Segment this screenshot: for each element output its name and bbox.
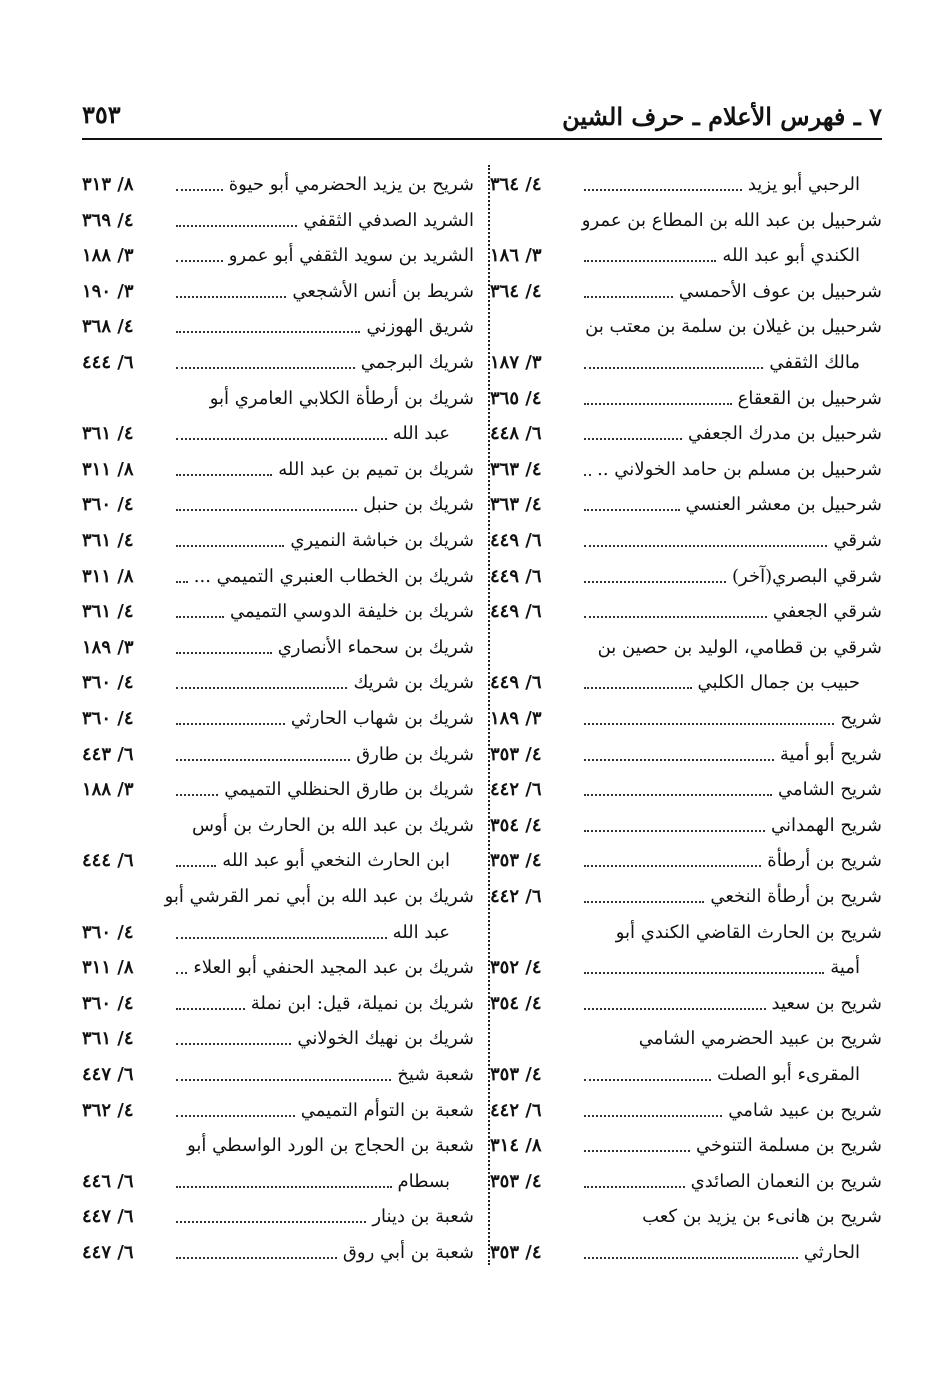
index-entry	[82, 1131, 480, 1161]
entry-name: شريك بن طارق	[356, 743, 474, 765]
index-entry	[488, 1167, 886, 1197]
index-entry	[488, 704, 886, 734]
entry-name: شريح بن يزيد الحضرمي أبو حيوة	[228, 174, 474, 195]
leader-dots	[176, 258, 223, 262]
entry-name: شريق الهوزني	[366, 316, 474, 338]
entry-name: شريك بن عبد المجيد الحنفي أبو العلاء	[193, 957, 474, 979]
leader-dots	[584, 863, 761, 867]
index-entry	[82, 633, 480, 663]
leader-dots	[584, 543, 827, 547]
index-entry	[488, 1202, 886, 1232]
leader-dots	[176, 757, 350, 761]
index-entry	[82, 1096, 480, 1126]
entry-reference: ٤/ ٣٦٣	[490, 494, 542, 516]
entry-name: شريك بن خليفة الدوسي التميمي	[230, 601, 474, 623]
entry-name: عبد الله	[392, 921, 450, 943]
entry-name: شريح	[840, 708, 882, 729]
index-entry	[488, 170, 886, 200]
entry-name: شريك بن نميلة، قيل: ابن نملة	[250, 992, 474, 1014]
entry-name: شريك بن تميم بن عبد الله	[278, 458, 474, 480]
index-entry	[488, 312, 886, 342]
index-entry	[488, 775, 886, 805]
index-entry	[488, 384, 886, 414]
entry-reference: ٦/ ٤٤٩	[490, 530, 542, 551]
entry-name: شرحبيل بن مسلم بن حامد الخولاني ..	[597, 458, 882, 480]
entry-reference: ٤/ ٣٦١	[82, 530, 134, 551]
entry-reference: ٤/ ٣٥٣	[490, 743, 542, 765]
index-column-right	[488, 170, 886, 1270]
index-entry	[488, 811, 886, 841]
entry-name: شرحبيل بن غيلان بن سلمة بن معتب بن	[585, 316, 882, 338]
leader-dots	[584, 685, 692, 689]
entry-reference: ٦/ ٤٤٨	[490, 423, 542, 445]
entry-reference: ٣/ ١٨٩	[490, 708, 542, 729]
index-entry	[82, 526, 480, 556]
entry-name: شريح بن مسلمة التنوخي	[695, 1135, 882, 1157]
index-entry	[488, 490, 886, 520]
entry-reference: ٣/ ١٨٧	[490, 352, 542, 373]
entry-name: شعبة بن التوأم التميمي	[300, 1099, 474, 1121]
index-entry	[488, 562, 886, 592]
leader-dots	[584, 187, 742, 191]
index-entry	[82, 811, 480, 841]
entry-name: الحارثي	[803, 1242, 860, 1263]
index-entry	[82, 846, 480, 876]
leader-dots	[584, 401, 732, 405]
leader-dots	[584, 365, 763, 369]
leader-dots	[176, 1255, 337, 1259]
entry-name: شعبة بن الحجاج بن الورد الواسطي أبو	[187, 1135, 474, 1157]
leader-dots	[176, 1041, 291, 1045]
index-entry	[488, 740, 886, 770]
index-entry	[82, 775, 480, 805]
index-entry	[488, 1096, 886, 1126]
entry-name: شرقي بن قطامي، الوليد بن حصين بن	[597, 636, 882, 658]
entry-name: الشريد الصدفي الثقفي	[303, 209, 474, 231]
entry-name: شريك بن خباشة النميري	[290, 530, 474, 551]
entry-reference: ٤/ ٣٦٨	[82, 316, 134, 338]
index-entry	[82, 882, 480, 912]
entry-reference: ٤/ ٣٥٣	[490, 1064, 542, 1085]
entry-name: شريح الشامي	[777, 779, 882, 801]
entry-name: شريح بن عبيد الحضرمي الشامي	[638, 1028, 882, 1050]
entry-reference: ٦/ ٤٤٢	[490, 779, 542, 801]
leader-dots	[176, 507, 357, 511]
index-entry	[488, 846, 886, 876]
index-entry	[488, 918, 886, 948]
entry-name: شعبة شيخ	[397, 1064, 474, 1085]
leader-dots	[584, 1077, 711, 1081]
index-entry	[488, 633, 886, 663]
entry-name: الكندي أبو عبد الله	[722, 245, 860, 267]
index-entry	[82, 455, 480, 485]
leader-dots	[176, 1113, 295, 1117]
entry-reference: ٤/ ٣٦١	[82, 1028, 134, 1050]
index-entry	[488, 206, 886, 236]
leader-dots	[584, 1113, 722, 1117]
index-entry	[82, 277, 480, 307]
leader-dots	[584, 757, 774, 761]
entry-name: شريك بن عبد الله بن أبي نمر القرشي أبو	[164, 886, 474, 907]
entry-reference: ٤/ ٣٦٢	[82, 1099, 134, 1121]
entry-name: الرحبي أبو يزيد	[747, 174, 860, 195]
entry-reference: ٦/ ٤٤٦	[82, 1170, 134, 1192]
index-entry	[82, 953, 480, 983]
index-entry	[488, 1024, 886, 1054]
entry-name: شريك البرجمي	[360, 352, 474, 373]
entry-name: شريح بن النعمان الصائدي	[690, 1170, 882, 1192]
entry-reference: ٣/ ١٩٠	[82, 280, 134, 302]
entry-reference: ٦/ ٤٤٩	[490, 565, 542, 587]
entry-reference: ٦/ ٤٤٩	[490, 672, 542, 694]
leader-dots	[176, 329, 360, 333]
leader-dots	[176, 1077, 391, 1081]
index-entry	[82, 1024, 480, 1054]
index-entry	[82, 740, 480, 770]
leader-dots	[176, 935, 387, 939]
entry-name: شرحبيل بن عبد الله بن المطاع بن عمرو	[581, 209, 882, 231]
index-entry	[488, 989, 886, 1019]
leader-dots	[584, 507, 680, 511]
entry-name: شرقي	[833, 530, 882, 551]
leader-dots	[584, 828, 765, 832]
leader-dots	[176, 1219, 366, 1223]
entry-reference: ٤/ ٣٦٠	[82, 992, 134, 1014]
entry-name: شريح بن هانىء بن يزيد بن كعب	[642, 1206, 882, 1228]
index-entry	[488, 419, 886, 449]
leader-dots	[176, 543, 284, 547]
leader-dots	[176, 436, 387, 440]
index-entry	[488, 526, 886, 556]
entry-name: شرقي الجعفي	[772, 601, 882, 623]
index-entry	[82, 597, 480, 627]
index-entry	[82, 490, 480, 520]
leader-dots	[584, 614, 767, 618]
index-entry	[82, 419, 480, 449]
entry-reference: ٦/ ٤٤٧	[82, 1206, 134, 1228]
leader-dots	[584, 792, 772, 796]
index-entry	[82, 170, 480, 200]
entry-name: عبد الله	[392, 423, 450, 445]
entry-name: شرقي البصري(آخر)	[732, 565, 882, 587]
leader-dots	[176, 970, 187, 974]
index-entry	[488, 1060, 886, 1090]
leader-dots	[176, 187, 223, 191]
leader-dots	[584, 472, 591, 476]
index-column-left	[82, 170, 480, 1270]
index-entry	[488, 668, 886, 698]
index-entry	[488, 1238, 886, 1268]
entry-reference: ٦/ ٤٤٣	[82, 743, 134, 765]
entry-name: بسطام	[397, 1170, 450, 1192]
entry-reference: ٦/ ٤٤٧	[82, 1064, 134, 1085]
index-entry	[82, 562, 480, 592]
leader-dots	[584, 1255, 798, 1259]
entry-name: شريح بن الحارث القاضي الكندي أبو	[615, 921, 882, 943]
leader-dots	[176, 472, 272, 476]
entry-reference: ٤/ ٣٦٥	[490, 387, 542, 409]
leader-dots	[584, 1148, 690, 1152]
leader-dots	[584, 258, 716, 262]
entry-reference: ٦/ ٤٤٧	[82, 1242, 134, 1263]
entry-name: شريط بن أنس الأشجعي	[292, 280, 474, 302]
entry-name: شريك بن شهاب الحارثي	[290, 708, 474, 729]
leader-dots	[584, 1006, 766, 1010]
leader-dots	[584, 899, 704, 903]
entry-reference: ٦/ ٤٤٢	[490, 886, 542, 907]
leader-dots	[176, 223, 297, 227]
entry-reference: ٤/ ٣٦٤	[490, 174, 542, 195]
entry-reference: ٤/ ٣٦٩	[82, 209, 134, 231]
leader-dots	[584, 1184, 685, 1188]
index-entry	[488, 241, 886, 271]
leader-dots	[176, 365, 355, 369]
index-entry	[488, 348, 886, 378]
entry-reference: ٤/ ٣٦٠	[82, 708, 134, 729]
entry-name: شريح بن سعيد	[771, 992, 882, 1014]
entry-name: شريك بن نهيك الخولاني	[297, 1028, 474, 1050]
index-entry	[82, 1202, 480, 1232]
index-entry	[82, 989, 480, 1019]
page-header	[82, 98, 882, 140]
entry-reference: ٤/ ٣٦١	[82, 423, 134, 445]
index-entry	[488, 953, 886, 983]
entry-reference: ٤/ ٣٥٣	[490, 1170, 542, 1192]
entry-name: شريح بن أرطأة	[767, 850, 882, 872]
entry-reference: ٦/ ٤٤٤	[82, 850, 134, 872]
index-entry	[488, 455, 886, 485]
index-entry	[82, 918, 480, 948]
entry-name: شريح أبو أمية	[779, 743, 882, 765]
entry-name: حبيب بن جمال الكلبي	[697, 672, 860, 694]
entry-name: شرحبيل بن معشر العنسي	[685, 494, 882, 516]
index-entry	[82, 668, 480, 698]
entry-reference: ٣/ ١٨٨	[82, 779, 134, 801]
entry-reference: ٤/ ٣٦٠	[82, 672, 134, 694]
index-entry	[488, 597, 886, 627]
page-title: ٧ ـ فهرس الأعلام ـ حرف الشين	[562, 102, 882, 131]
entry-name: شريح بن عبيد شامي	[728, 1099, 882, 1121]
entry-name: شريك بن الخطاب العنبري التميمي ...	[193, 565, 474, 587]
entry-reference: ٤/ ٣٥٤	[490, 814, 542, 836]
entry-reference: ٣/ ١٨٨	[82, 245, 134, 267]
entry-reference: ٦/ ٤٤٢	[490, 1099, 542, 1121]
leader-dots	[584, 436, 682, 440]
entry-name: شريك بن سحماء الأنصاري	[277, 636, 474, 658]
entry-reference: ٦/ ٤٤٩	[490, 601, 542, 623]
leader-dots	[176, 792, 218, 796]
index-entry	[488, 882, 886, 912]
entry-reference: ٤/ ٣٦١	[82, 601, 134, 623]
entry-reference: ٤/ ٣٥٢	[490, 957, 542, 979]
index-entry	[82, 704, 480, 734]
index-entry	[82, 312, 480, 342]
entry-name: شريك بن أرطأة الكلابي العامري أبو	[209, 387, 474, 409]
entry-reference: ٤/ ٣٦٠	[82, 494, 134, 516]
leader-dots	[176, 294, 286, 298]
leader-dots	[176, 721, 285, 725]
index-entry	[82, 384, 480, 414]
entry-name: شريح الهمداني	[770, 814, 882, 836]
entry-name: ابن الحارث النخعي أبو عبد الله	[222, 850, 450, 872]
entry-reference: ٨/ ٣١١	[82, 458, 134, 480]
entry-reference: ٨/ ٣١٣	[82, 174, 134, 195]
index-entry	[82, 348, 480, 378]
entry-name: شريك بن حنبل	[363, 494, 474, 516]
entry-name: شريك بن شريك	[353, 672, 474, 694]
entry-name: أمية	[830, 957, 860, 979]
index-entry	[488, 1131, 886, 1161]
entry-name: الشريد بن سويد الثقفي أبو عمرو	[228, 245, 474, 267]
entry-reference: ٤/ ٣٥٣	[490, 850, 542, 872]
entry-name: شرحبيل بن القعقاع	[737, 387, 882, 409]
leader-dots	[584, 294, 673, 298]
entry-reference: ٣/ ١٨٦	[490, 245, 542, 267]
index-entry	[82, 1060, 480, 1090]
entry-reference: ٤/ ٣٥٣	[490, 1242, 542, 1263]
entry-reference: ٨/ ٣١١	[82, 957, 134, 979]
leader-dots	[176, 1184, 392, 1188]
index-entry	[82, 1167, 480, 1197]
leader-dots	[176, 1006, 245, 1010]
entry-reference: ٨/ ٣١١	[82, 565, 134, 587]
entry-name: شريك بن عبد الله بن الحارث بن أوس	[192, 814, 474, 836]
entry-reference: ٦/ ٤٤٤	[82, 352, 134, 373]
entry-reference: ٣/ ١٨٩	[82, 636, 134, 658]
leader-dots	[176, 614, 224, 618]
leader-dots	[584, 970, 824, 974]
entry-name: مالك الثقفي	[769, 352, 860, 373]
leader-dots	[176, 650, 272, 654]
leader-dots	[176, 685, 347, 689]
leader-dots	[584, 579, 726, 583]
leader-dots	[176, 579, 188, 583]
entry-reference: ٤/ ٣٦٤	[490, 280, 542, 302]
index-entry	[82, 241, 480, 271]
leader-dots	[176, 863, 216, 867]
entry-name: شريح بن أرطأة النخعي	[710, 886, 882, 907]
entry-name: شرحبيل بن عوف الأحمسي	[678, 280, 882, 302]
leader-dots	[584, 721, 834, 725]
entry-name: المقرىء أبو الصلت	[717, 1064, 860, 1085]
entry-name: شعبة بن أبي روق	[342, 1242, 474, 1263]
entry-name: شرحبيل بن مدرك الجعفي	[687, 423, 882, 445]
index-entry	[82, 1238, 480, 1268]
entry-reference: ٤/ ٣٥٤	[490, 992, 542, 1014]
entry-reference: ٤/ ٣٦٠	[82, 921, 134, 943]
page-number: ٣٥٣	[82, 100, 121, 129]
entry-reference: ٨/ ٣١٤	[490, 1135, 542, 1157]
entry-name: شعبة بن دينار	[372, 1206, 474, 1228]
entry-name: شريك بن طارق الحنظلي التميمي	[224, 779, 474, 801]
index-entry	[82, 206, 480, 236]
entry-reference: ٤/ ٣٦٣	[490, 458, 542, 480]
index-entry	[488, 277, 886, 307]
